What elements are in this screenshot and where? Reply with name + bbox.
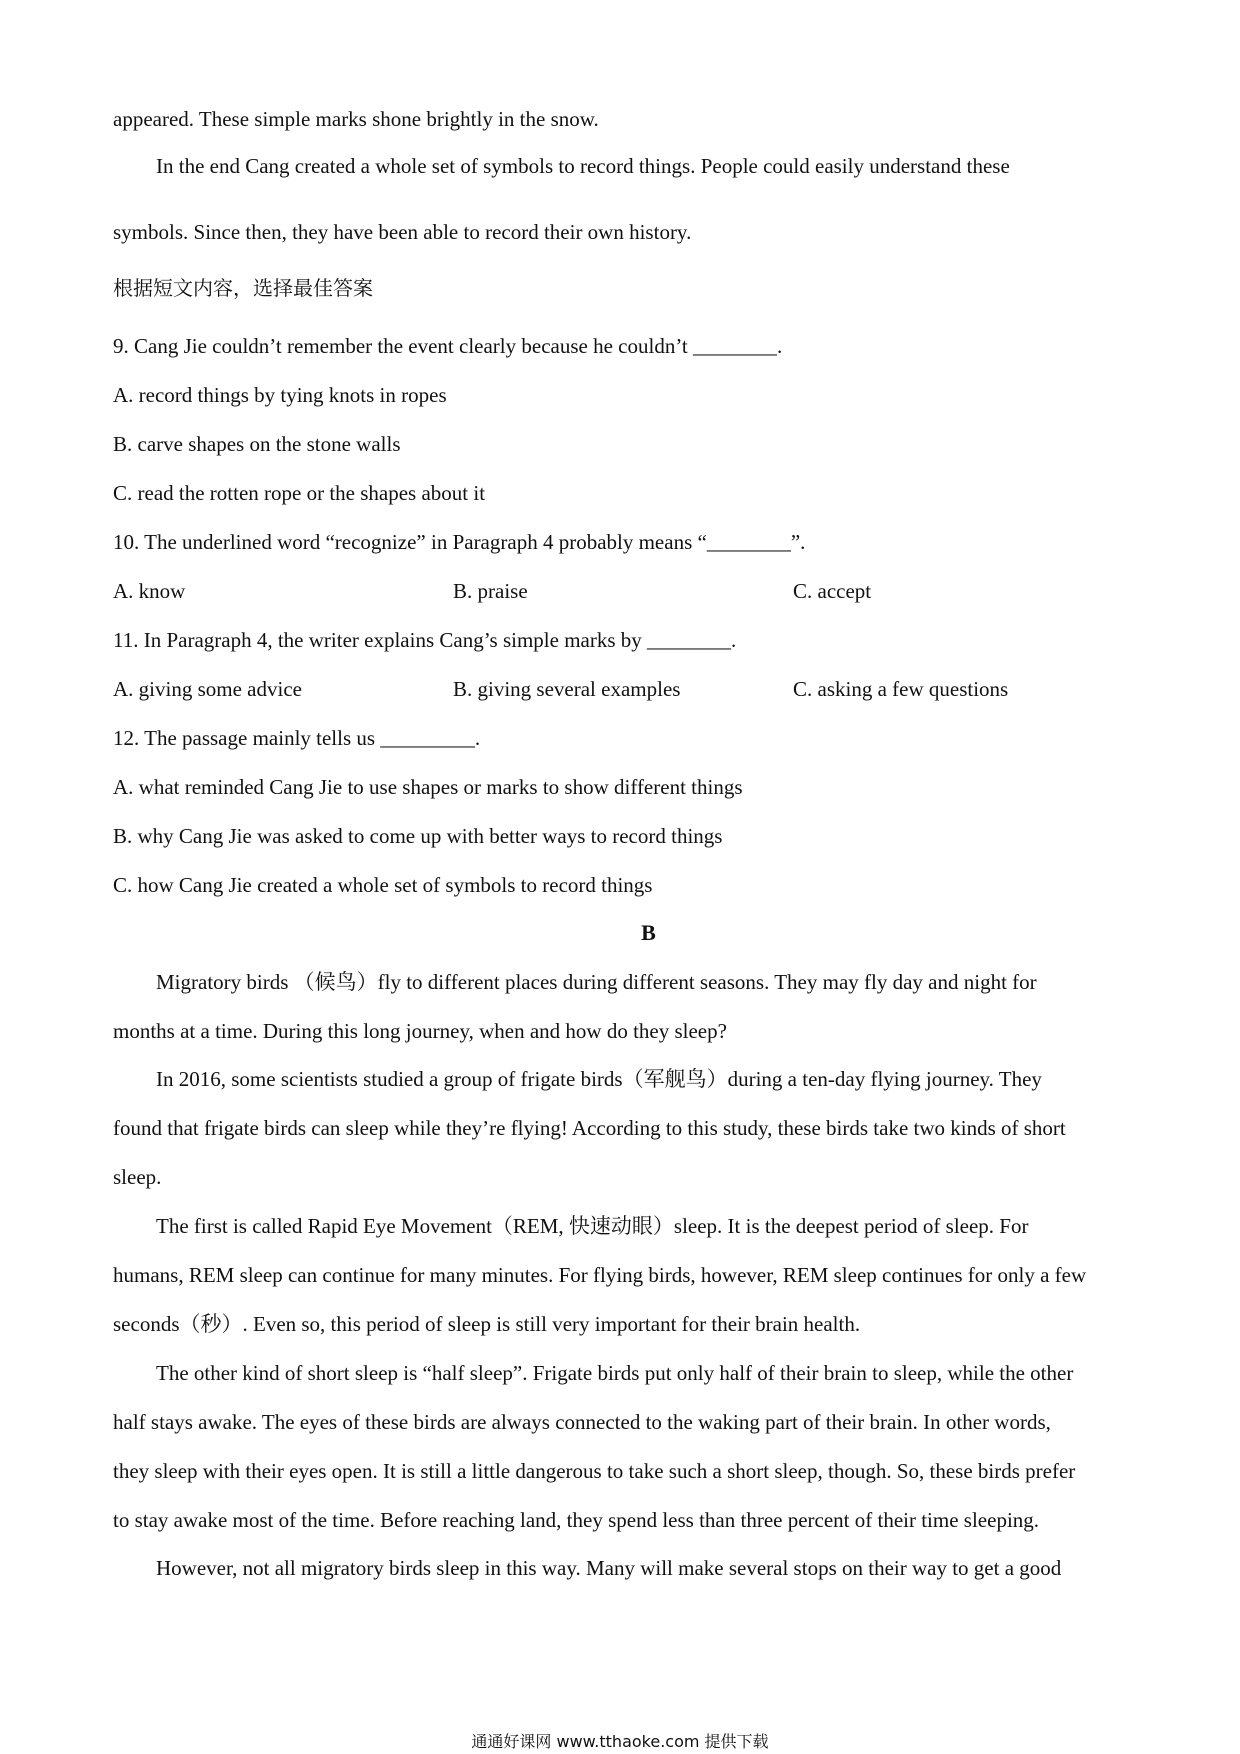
instruction-text: 根据短文内容，选择最佳答案	[113, 276, 373, 300]
section-b-paragraph-4-line-1: The other kind of short sleep is “half sleep”. Frigate birds put only half of their brain to sleep, while the other	[156, 1361, 1074, 1385]
question-12-stem: 12. The passage mainly tells us _________.	[113, 726, 481, 750]
question-9-option-a: A. record things by tying knots in ropes	[113, 383, 447, 407]
question-11-stem: 11. In Paragraph 4, the writer explains Cang’s simple marks by ________.	[113, 628, 737, 652]
question-12-option-b: B. why Cang Jie was asked to come up with better ways to record things	[113, 824, 723, 848]
question-10-option-b: B. praise	[453, 579, 528, 603]
page-footer: 通通好课网 www.tthaoke.com 提供下载	[471, 1732, 769, 1751]
section-b-paragraph-4-line-2: half stays awake. The eyes of these birds are always connected to the waking part of their brain. In other words,	[113, 1410, 1051, 1434]
section-b-paragraph-2-line-3: sleep.	[113, 1165, 162, 1189]
section-b-paragraph-2-line-2: found that frigate birds can sleep while they’re flying! According to this study, these birds take two kinds of short	[113, 1116, 1066, 1140]
passage-a-line-3: symbols. Since then, they have been able to record their own history.	[113, 220, 692, 244]
question-11-option-b: B. giving several examples	[453, 677, 681, 701]
section-b-paragraph-4-line-4: to stay awake most of the time. Before reaching land, they spend less than three percent of their time sleeping.	[113, 1508, 1040, 1532]
section-b-paragraph-1-line-2: months at a time. During this long journey, when and how do they sleep?	[113, 1019, 727, 1043]
question-11-option-c: C. asking a few questions	[793, 677, 1009, 701]
question-9-option-b: B. carve shapes on the stone walls	[113, 432, 401, 456]
question-12-option-c: C. how Cang Jie created a whole set of symbols to record things	[113, 873, 653, 897]
section-b-heading: B	[641, 920, 656, 945]
question-9-stem: 9. Cang Jie couldn’t remember the event clearly because he couldn’t ________.	[113, 334, 783, 358]
question-11-option-a: A. giving some advice	[113, 677, 302, 701]
section-b-paragraph-1-line-1: Migratory birds （候鸟）fly to different places during different seasons. They may fly day and night for	[156, 970, 1037, 994]
section-b-paragraph-4-line-3: they sleep with their eyes open. It is still a little dangerous to take such a short sleep, though. So, these birds prefer	[113, 1459, 1076, 1483]
section-b-paragraph-3-line-2: humans, REM sleep can continue for many minutes. For flying birds, however, REM sleep continues for only a few	[113, 1263, 1087, 1287]
question-10-option-a: A. know	[113, 579, 186, 603]
section-b-paragraph-2-line-1: In 2016, some scientists studied a group of frigate birds（军舰鸟）during a ten-day flying journey. They	[156, 1067, 1042, 1091]
passage-a-line-2: In the end Cang created a whole set of symbols to record things. People could easily understand these	[156, 154, 1010, 178]
section-b-paragraph-3-line-1: The first is called Rapid Eye Movement（REM, 快速动眼）sleep. It is the deepest period of sleep. For	[156, 1214, 1029, 1238]
section-b-paragraph-5-line-1: However, not all migratory birds sleep in this way. Many will make several stops on their way to get a good	[156, 1556, 1062, 1580]
passage-a-line-1: appeared. These simple marks shone brightly in the snow.	[113, 107, 599, 131]
question-10-option-c: C. accept	[793, 579, 872, 603]
question-9-option-c: C. read the rotten rope or the shapes about it	[113, 481, 486, 505]
section-b-paragraph-3-line-3: seconds（秒）. Even so, this period of sleep is still very important for their brain health.	[113, 1312, 861, 1336]
question-10-stem: 10. The underlined word “recognize” in Paragraph 4 probably means “________”.	[113, 530, 806, 554]
question-12-option-a: A. what reminded Cang Jie to use shapes or marks to show different things	[113, 775, 743, 799]
